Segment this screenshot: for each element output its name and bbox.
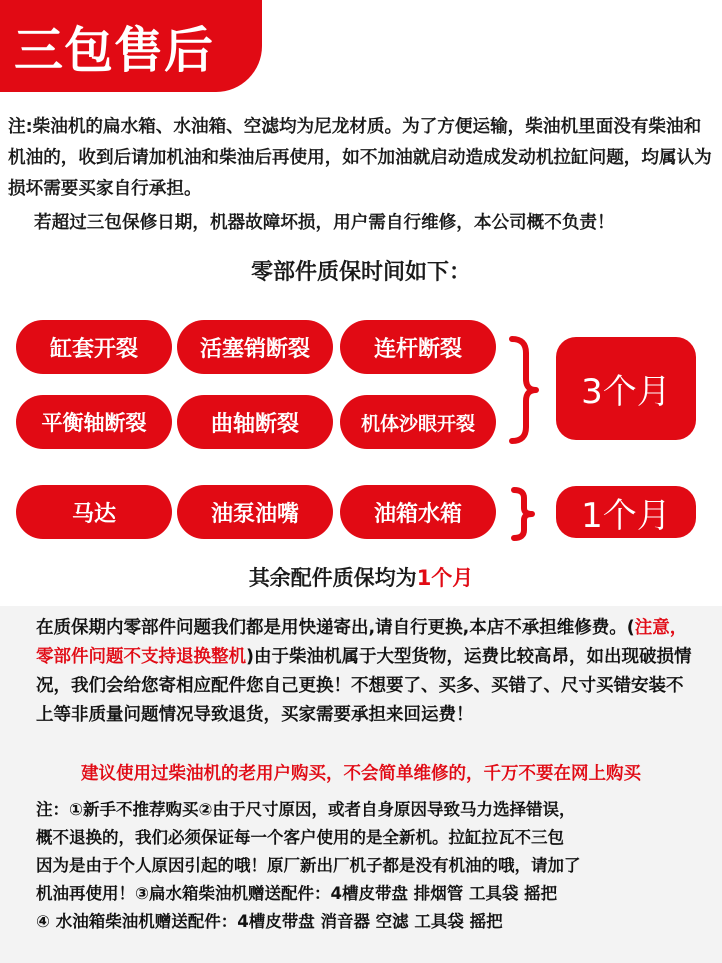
footnote-line: ④ 水油箱柴油机赠送配件：4槽皮带盘 消音器 空滤 工具袋 摇把 xyxy=(36,912,503,931)
after-sales-notice: 注意，零部件问题不支持退换整机 xyxy=(36,618,688,667)
part-pill: 油泵油嘴 xyxy=(177,485,333,539)
footnote-line: 因为是由于个人原因引起的哦！原厂新出厂机子都是没有机油的哦，请加了 xyxy=(36,856,581,875)
brace-icon xyxy=(508,486,536,542)
after-sales-text: )由于柴油机属于大型货物，运费比较高昂，如出现破损情况，我们会给您寄相应配件您自己更换！不想要了、买多、买错了、尺寸买错安装不上等非质量问题情况导致退货，买家需要承担来回运费！ xyxy=(36,647,692,725)
footnote-line: 注：①新手不推荐购买②由于尺寸原因，或者自身原因导致马力选择错误， xyxy=(36,800,576,819)
remaining-parts-period: 1个月 xyxy=(416,566,474,590)
disclaimer-paragraph: 若超过三包保修日期，机器故障坏损，用户需自行维修，本公司概不负责！ xyxy=(34,213,615,233)
part-pill: 马达 xyxy=(16,485,172,539)
part-pill: 机体沙眼开裂 xyxy=(340,395,496,449)
part-pill: 连杆断裂 xyxy=(340,320,496,374)
brace-icon xyxy=(506,335,540,445)
part-pill: 缸套开裂 xyxy=(16,320,172,374)
after-sales-text: 在质保期内零部件问题我们都是用快递寄出,请自行更换,本店不承担维修费。( xyxy=(36,618,635,638)
warranty-heading: 零部件质保时间如下： xyxy=(250,260,471,285)
title-banner xyxy=(0,0,262,92)
purchase-warning: 建议使用过柴油机的老用户购买，不会简单维修的，千万不要在网上购买 xyxy=(81,764,641,784)
part-pill: 活塞销断裂 xyxy=(177,320,333,374)
part-pill: 平衡轴断裂 xyxy=(16,395,172,449)
page-title: 三包售后 xyxy=(14,22,215,79)
remaining-parts-text: 其余配件质保均为 xyxy=(248,566,417,590)
remaining-parts-note xyxy=(0,562,722,592)
warranty-period-badge: 3个月 xyxy=(556,337,696,440)
footnote-line: 概不退换的，我们必须保证每一个客户使用的是全新机。拉缸拉瓦不三包 xyxy=(36,828,564,847)
footnote-line: 机油再使用！③扁水箱柴油机赠送配件：4槽皮带盘 排烟管 工具袋 摇把 xyxy=(36,884,558,903)
notice-paragraph: 注:柴油机的扁水箱、水油箱、空滤均为尼龙材质。为了方便运输，柴油机里面没有柴油和机油的，收到后请加机油和柴油后再使用，如不加油就启动造成发动机拉缸问题，均属认为损坏需要买家自行承担。 xyxy=(8,117,712,199)
part-pill: 曲轴断裂 xyxy=(177,395,333,449)
footnote-paragraph xyxy=(36,796,696,936)
warranty-period-badge: 1个月 xyxy=(556,486,696,538)
part-pill: 油箱水箱 xyxy=(340,485,496,539)
after-sales-paragraph xyxy=(36,614,696,730)
